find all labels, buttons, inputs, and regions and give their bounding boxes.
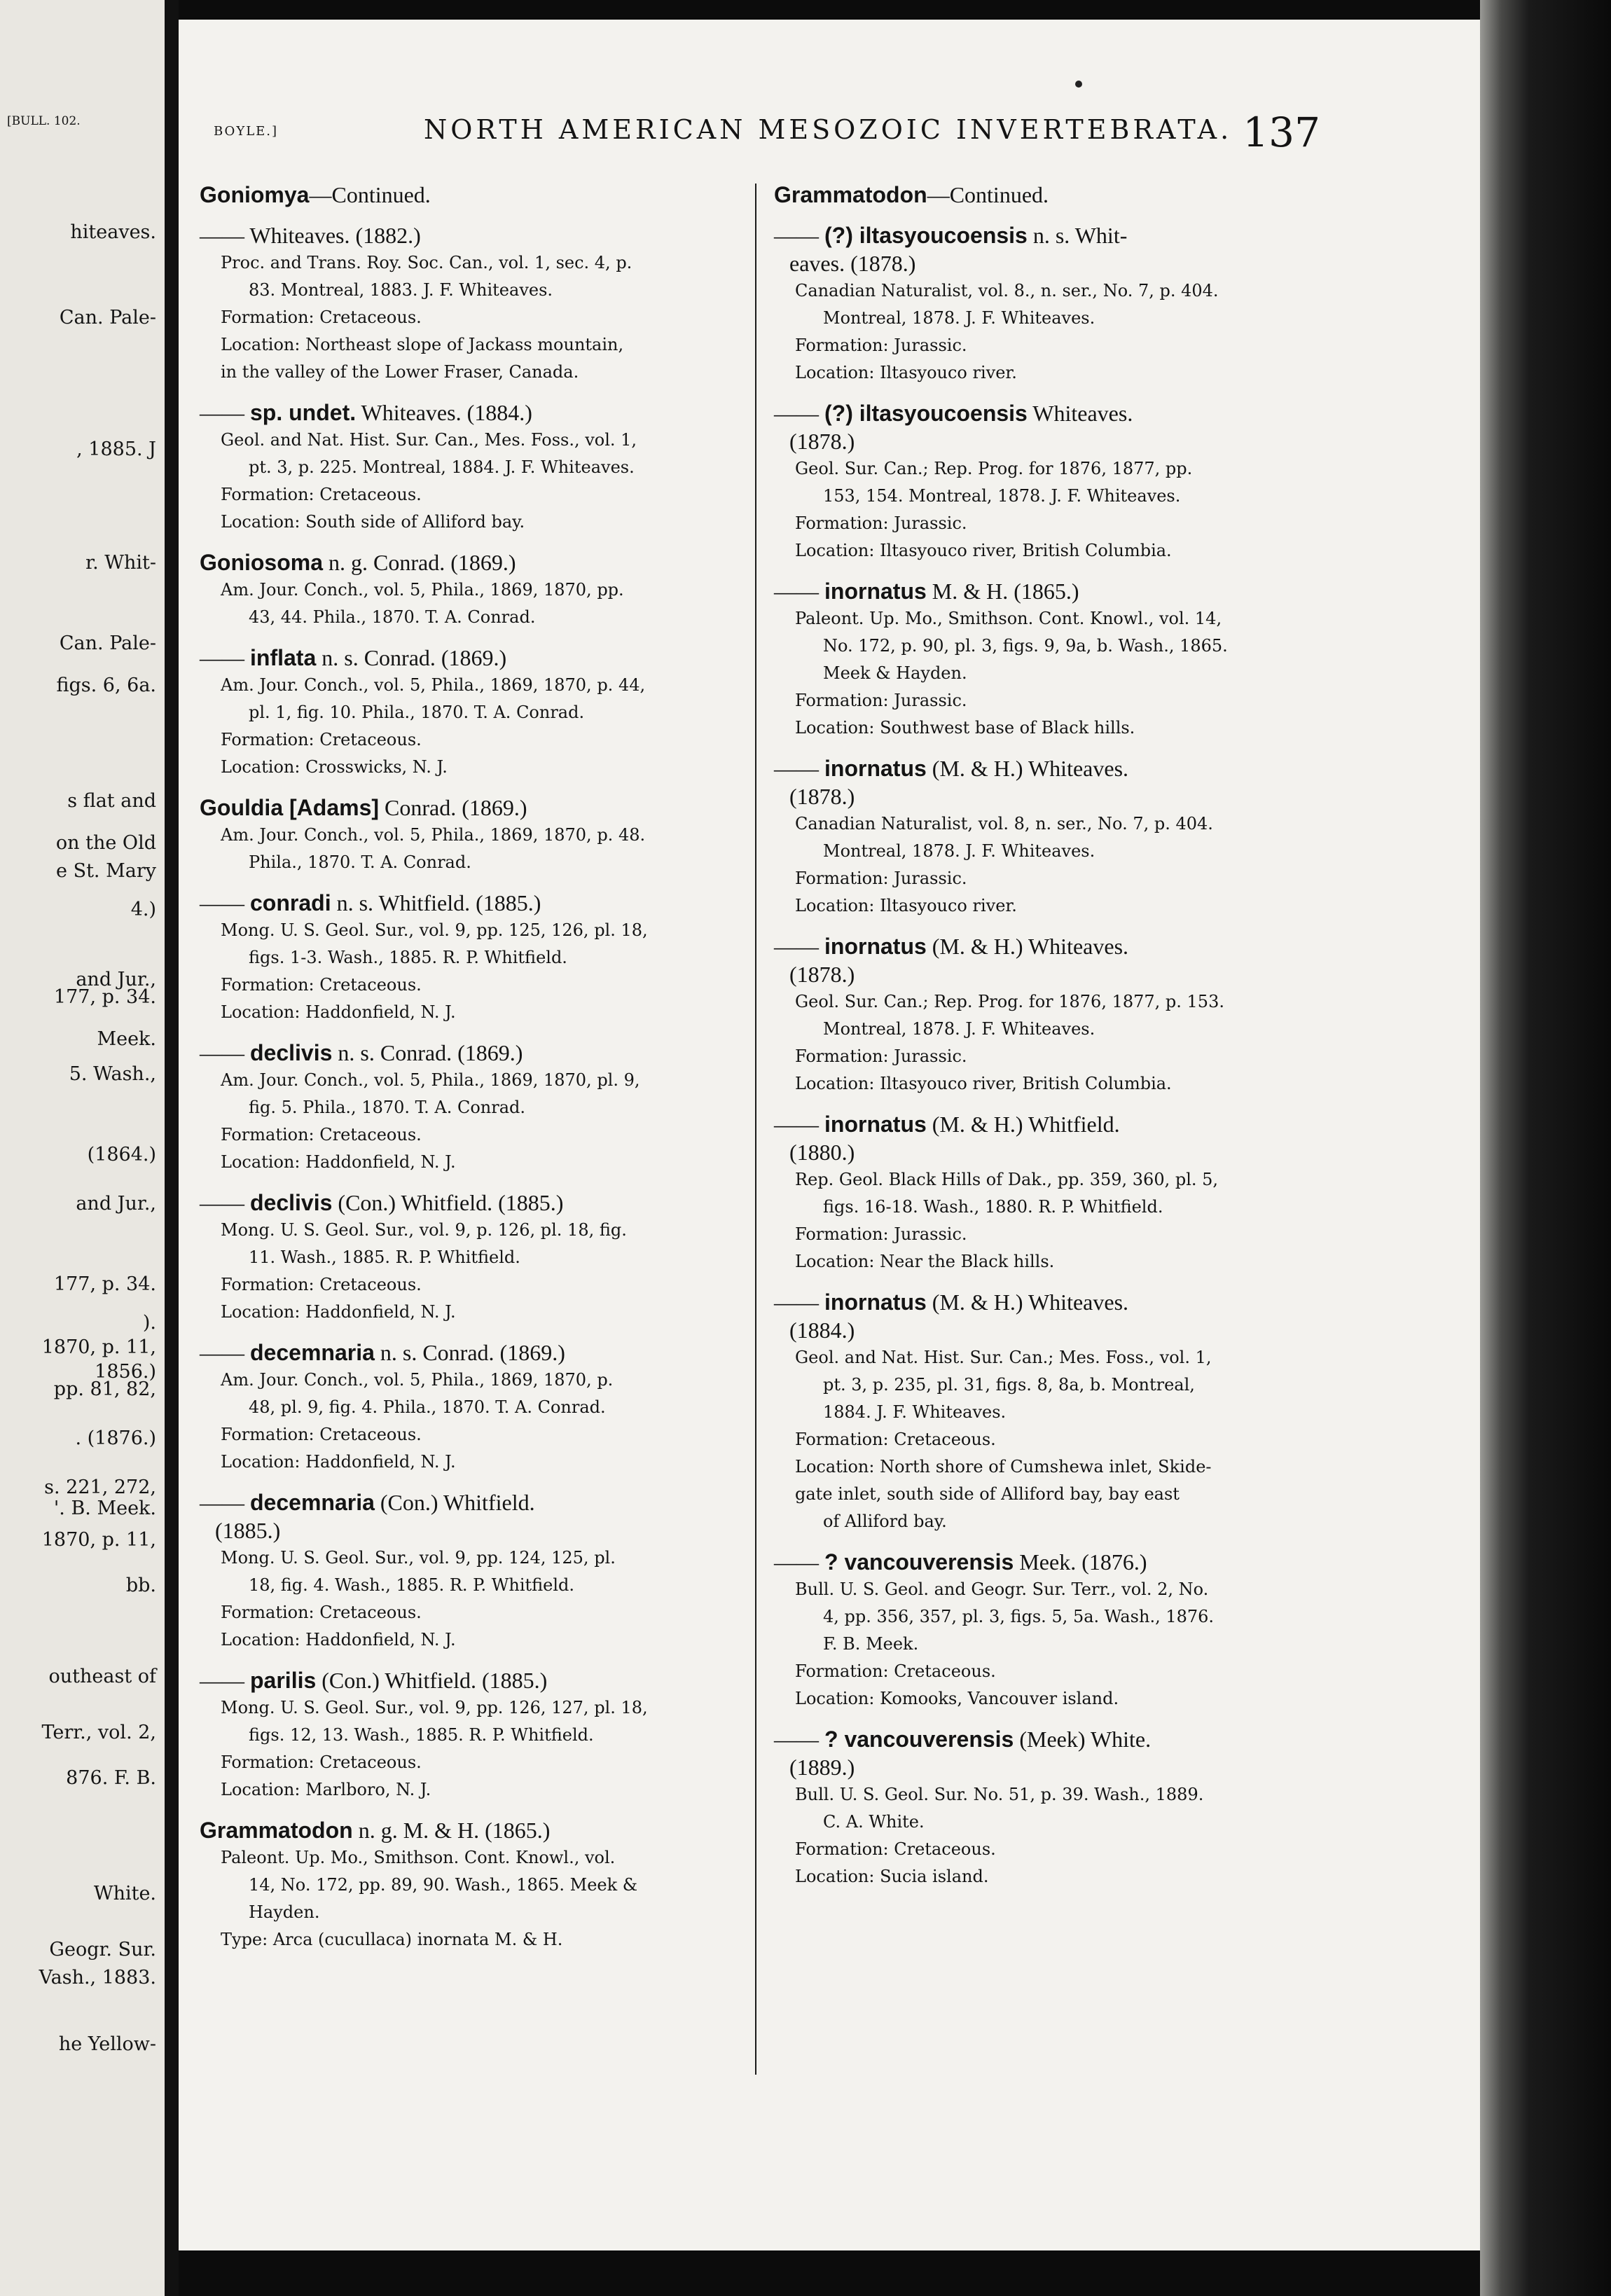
citation-line: Montreal, 1878. J. F. Whiteaves. bbox=[823, 308, 1095, 328]
citation-line: Mong. U. S. Geol. Sur., vol. 9, pp. 125, 126, pl. 18, bbox=[221, 920, 648, 940]
citation-line: 18, fig. 4. Wash., 1885. R. P. Whitfield. bbox=[249, 1575, 575, 1595]
entry-dash: —— bbox=[200, 1040, 244, 1065]
entry-heading bbox=[200, 1666, 739, 1694]
taxon-name: (?) iltasyoucoensis bbox=[824, 401, 1028, 426]
authority: Meek. (1876.) bbox=[1014, 1549, 1147, 1575]
entry-field: Location: Sucia island. bbox=[795, 1867, 989, 1886]
taxon-name: Goniomya bbox=[200, 182, 310, 207]
facing-page-fragment: White. bbox=[93, 1883, 156, 1904]
citation-line: No. 172, p. 90, pl. 3, figs. 9, 9a, b. Wash., 1865. bbox=[823, 636, 1228, 656]
citation-line: Bull. U. S. Geol. Sur. No. 51, p. 39. Wash., 1889. bbox=[795, 1785, 1204, 1804]
authority: n. g. Conrad. (1869.) bbox=[323, 550, 516, 575]
taxon-name: inornatus bbox=[824, 756, 927, 781]
facing-page-fragment: 1870, p. 11, bbox=[41, 1529, 156, 1551]
citation-line: Proc. and Trans. Roy. Soc. Can., vol. 1, sec. 4, p. bbox=[221, 253, 632, 272]
authority: Whiteaves. (1884.) bbox=[356, 400, 532, 425]
citation-line: Rep. Geol. Black Hills of Dak., pp. 359, 360, pl. 5, bbox=[795, 1170, 1219, 1189]
facing-page-fragment: on the Old bbox=[55, 832, 156, 854]
entry-heading bbox=[200, 1488, 739, 1516]
catalog-entry bbox=[200, 1339, 739, 1476]
authority: n. s. Conrad. (1869.) bbox=[374, 1340, 565, 1365]
entry-dash: —— bbox=[200, 1668, 244, 1693]
citation-line: of Alliford bay. bbox=[823, 1512, 947, 1531]
entry-field: Formation: Cretaceous. bbox=[795, 1430, 996, 1449]
facing-page-fragment: ). bbox=[142, 1312, 156, 1334]
taxon-name: inornatus bbox=[824, 579, 927, 604]
entry-field: Location: Iltasyouco river. bbox=[795, 896, 1017, 915]
entry-dash: —— bbox=[774, 1289, 819, 1315]
entry-heading bbox=[774, 1110, 1317, 1138]
taxon-name: Grammatodon bbox=[774, 182, 927, 207]
entry-heading bbox=[200, 794, 739, 822]
entry-field: Formation: Cretaceous. bbox=[221, 307, 422, 327]
catalog-entry bbox=[200, 181, 739, 209]
citation-line: 14, No. 172, pp. 89, 90. Wash., 1865. Meek & bbox=[249, 1875, 638, 1895]
citation-line: Mong. U. S. Geol. Sur., vol. 9, pp. 126, 127, pl. 18, bbox=[221, 1698, 648, 1717]
facing-page-fragment: 177, p. 34. bbox=[53, 1273, 156, 1295]
entry-heading bbox=[774, 1288, 1317, 1316]
facing-page-fragment: e St. Mary bbox=[56, 860, 156, 882]
authority: (Con.) Whitfield. bbox=[374, 1490, 535, 1515]
entry-heading bbox=[774, 577, 1317, 605]
taxon-name: inornatus bbox=[824, 934, 927, 959]
citation-line: pt. 3, p. 225. Montreal, 1884. J. F. Whiteaves. bbox=[249, 457, 635, 477]
catalog-entry bbox=[774, 932, 1317, 1098]
entry-heading-continued: (1884.) bbox=[789, 1318, 855, 1343]
entry-field: Type: Arca (cucullaca) inornata M. & H. bbox=[221, 1930, 563, 1949]
citation-line: gate inlet, south side of Alliford bay, bay east bbox=[795, 1484, 1180, 1504]
citation-line: Am. Jour. Conch., vol. 5, Phila., 1869, 1870, pp. bbox=[221, 580, 624, 600]
entry-field: Formation: Cretaceous. bbox=[221, 730, 422, 749]
entry-heading bbox=[200, 1339, 739, 1367]
entry-field: Location: Haddonfield, N. J. bbox=[221, 1630, 456, 1650]
taxon-name: decemnaria bbox=[250, 1340, 375, 1365]
facing-page-fragment: he Yellow- bbox=[58, 2033, 156, 2055]
right-column bbox=[774, 181, 1317, 1903]
facing-page-fragment: (1864.) bbox=[87, 1144, 156, 1166]
left-column bbox=[200, 181, 739, 1966]
facing-page-fragment: 876. F. B. bbox=[66, 1767, 156, 1789]
facing-page-fragment: Meek. bbox=[97, 1028, 156, 1050]
facing-page-fragment: Terr., vol. 2, bbox=[41, 1722, 156, 1743]
entry-field: Formation: Jurassic. bbox=[795, 1046, 967, 1066]
catalog-entry bbox=[774, 1548, 1317, 1713]
catalog-entry bbox=[774, 399, 1317, 565]
taxon-name: ? vancouverensis bbox=[824, 1727, 1014, 1752]
citation-line: 43, 44. Phila., 1870. T. A. Conrad. bbox=[249, 607, 536, 627]
entry-dash: —— bbox=[774, 579, 819, 604]
catalog-entry bbox=[200, 1816, 739, 1953]
entry-heading-continued: (1880.) bbox=[789, 1140, 855, 1165]
entry-field: Location: North shore of Cumshewa inlet, Skide- bbox=[795, 1457, 1212, 1477]
authority: n. s. Conrad. (1869.) bbox=[316, 645, 507, 670]
entry-heading bbox=[774, 181, 1317, 209]
book-gutter bbox=[165, 0, 179, 2296]
citation-line: Montreal, 1878. J. F. Whiteaves. bbox=[823, 841, 1095, 861]
taxon-name: Gouldia [Adams] bbox=[200, 795, 380, 820]
authority: (M. & H.) Whiteaves. bbox=[926, 756, 1129, 781]
facing-page-fragment: and Jur., bbox=[76, 969, 156, 990]
catalog-entry bbox=[774, 577, 1317, 742]
facing-page-fragment: figs. 6, 6a. bbox=[56, 675, 156, 696]
entry-dash: —— bbox=[200, 223, 244, 248]
entry-field: Location: Haddonfield, N. J. bbox=[221, 1452, 456, 1472]
citation-line: Geol. Sur. Can.; Rep. Prog. for 1876, 1877, pp. bbox=[795, 459, 1193, 478]
facing-page-fragment: Can. Pale- bbox=[59, 307, 156, 329]
entry-heading bbox=[774, 399, 1317, 427]
entry-field: Location: South side of Alliford bay. bbox=[221, 512, 525, 532]
citation-line: Meek & Hayden. bbox=[823, 663, 967, 683]
catalog-entry bbox=[774, 221, 1317, 387]
entry-field: Formation: Cretaceous. bbox=[221, 1603, 422, 1622]
facing-page-fragment: [BULL. 102. bbox=[7, 114, 81, 128]
entry-heading bbox=[200, 399, 739, 427]
catalog-entry bbox=[200, 889, 739, 1026]
entry-field: Location: Haddonfield, N. J. bbox=[221, 1152, 456, 1172]
entry-field: Formation: Cretaceous. bbox=[221, 485, 422, 504]
entry-heading-continued: (1878.) bbox=[789, 962, 855, 987]
facing-page-fragment: Can. Pale- bbox=[59, 632, 156, 654]
facing-page-fragment: Geogr. Sur. bbox=[49, 1939, 156, 1960]
entry-dash: —— bbox=[774, 1727, 819, 1752]
entry-field: Location: Iltasyouco river, British Columbia. bbox=[795, 541, 1172, 560]
entry-heading-continued: (1885.) bbox=[215, 1518, 281, 1543]
taxon-name: ? vancouverensis bbox=[824, 1549, 1014, 1575]
entry-dash: —— bbox=[200, 1490, 244, 1515]
entry-heading-continued: (1878.) bbox=[789, 429, 855, 454]
entry-heading bbox=[200, 1816, 739, 1844]
entry-dash: —— bbox=[774, 1112, 819, 1137]
entry-field: Location: Iltasyouco river, British Columbia. bbox=[795, 1074, 1172, 1093]
facing-page-fragment: Vash., 1883. bbox=[39, 1967, 156, 1989]
entry-field: Location: Haddonfield, N. J. bbox=[221, 1302, 456, 1322]
authority: (Con.) Whitfield. (1885.) bbox=[316, 1668, 548, 1693]
entry-dash: —— bbox=[774, 1549, 819, 1575]
catalog-entry bbox=[200, 644, 739, 781]
book-binding-edge bbox=[1480, 0, 1611, 2296]
citation-line: Am. Jour. Conch., vol. 5, Phila., 1869, 1870, p. bbox=[221, 1370, 614, 1390]
entry-heading bbox=[200, 221, 739, 249]
entry-field: Formation: Cretaceous. bbox=[795, 1839, 996, 1859]
authority: Whiteaves. bbox=[1027, 401, 1133, 426]
citation-line: Montreal, 1878. J. F. Whiteaves. bbox=[823, 1019, 1095, 1039]
citation-line: Mong. U. S. Geol. Sur., vol. 9, p. 126, pl. 18, fig. bbox=[221, 1220, 627, 1240]
entry-field: Location: Northeast slope of Jackass mountain, bbox=[221, 335, 624, 354]
facing-page-fragment: and Jur., bbox=[76, 1193, 156, 1215]
citation-line: 11. Wash., 1885. R. P. Whitfield. bbox=[249, 1247, 520, 1267]
entry-dash: —— bbox=[774, 756, 819, 781]
facing-page-fragment: r. Whit- bbox=[85, 552, 156, 574]
catalog-entry bbox=[774, 181, 1317, 209]
citation-line: figs. 12, 13. Wash., 1885. R. P. Whitfield. bbox=[249, 1725, 594, 1745]
entry-heading bbox=[200, 889, 739, 917]
entry-heading-continued: (1889.) bbox=[789, 1755, 855, 1780]
catalog-entry bbox=[200, 221, 739, 386]
catalog-entry bbox=[774, 754, 1317, 920]
authority: n. s. Conrad. (1869.) bbox=[332, 1040, 523, 1065]
facing-page-fragment: s. 221, 272, bbox=[44, 1477, 156, 1498]
entry-dash: —— bbox=[200, 645, 244, 670]
facing-page-fragment: hiteaves. bbox=[70, 221, 156, 243]
entry-field: Formation: Jurassic. bbox=[795, 336, 967, 355]
facing-page-fragment: 5. Wash., bbox=[69, 1063, 156, 1085]
entry-field: Location: Crosswicks, N. J. bbox=[221, 757, 448, 777]
citation-line: 48, pl. 9, fig. 4. Phila., 1870. T. A. Conrad. bbox=[249, 1397, 606, 1417]
facing-page-fragment: bb. bbox=[125, 1575, 156, 1596]
entry-field: Formation: Cretaceous. bbox=[221, 1275, 422, 1294]
taxon-name: sp. undet. bbox=[250, 400, 357, 425]
citation-line: Mong. U. S. Geol. Sur., vol. 9, pp. 124, 125, pl. bbox=[221, 1548, 616, 1568]
facing-page-fragment: . (1876.) bbox=[75, 1427, 156, 1449]
entry-field: Location: Near the Black hills. bbox=[795, 1252, 1055, 1271]
authority: n. s. Whit- bbox=[1027, 223, 1128, 248]
entry-heading-continued: (1878.) bbox=[789, 784, 855, 809]
entry-field: Formation: Cretaceous. bbox=[221, 1752, 422, 1772]
authority: (M. & H.) Whitfield. bbox=[926, 1112, 1120, 1137]
citation-line: Paleont. Up. Mo., Smithson. Cont. Knowl., vol. 14, bbox=[795, 609, 1222, 628]
citation-line: Hayden. bbox=[249, 1902, 320, 1922]
entry-dash: —— bbox=[200, 1340, 244, 1365]
citation-line: Paleont. Up. Mo., Smithson. Cont. Knowl., vol. bbox=[221, 1848, 616, 1867]
facing-page-fragment: , 1885. J bbox=[76, 438, 156, 460]
citation-line: F. B. Meek. bbox=[823, 1634, 919, 1654]
catalog-entry bbox=[200, 399, 739, 536]
citation-line: pl. 1, fig. 10. Phila., 1870. T. A. Conrad. bbox=[249, 703, 585, 722]
citation-line: fig. 5. Phila., 1870. T. A. Conrad. bbox=[249, 1098, 526, 1117]
facing-page-fragment: 1856.) bbox=[95, 1361, 156, 1383]
entry-dash: —— bbox=[774, 934, 819, 959]
facing-page-fragment: '. B. Meek. bbox=[53, 1498, 156, 1519]
citation-line: 1884. J. F. Whiteaves. bbox=[823, 1402, 1007, 1422]
authority: Conrad. (1869.) bbox=[379, 795, 527, 820]
running-header bbox=[214, 109, 1320, 156]
citation-line: Canadian Naturalist, vol. 8, n. ser., No. 7, p. 404. bbox=[795, 814, 1213, 834]
entry-dash: —— bbox=[774, 401, 819, 426]
header-title: NORTH AMERICAN MESOZOIC INVERTEBRATA. bbox=[424, 114, 1233, 145]
citation-line: Am. Jour. Conch., vol. 5, Phila., 1869, 1870, p. 44, bbox=[221, 675, 646, 695]
catalog-entry bbox=[200, 1039, 739, 1176]
authority: Whiteaves. (1882.) bbox=[249, 223, 421, 248]
catalog-entry bbox=[200, 548, 739, 631]
entry-field: Formation: Jurassic. bbox=[795, 691, 967, 710]
entry-dash: —— bbox=[200, 1190, 244, 1215]
taxon-name: inornatus bbox=[824, 1289, 927, 1315]
citation-line: Geol. and Nat. Hist. Sur. Can.; Mes. Foss., vol. 1, bbox=[795, 1348, 1212, 1367]
authority: (Meek) White. bbox=[1014, 1727, 1152, 1752]
taxon-name: Grammatodon bbox=[200, 1818, 353, 1843]
authority: —Continued. bbox=[309, 182, 431, 207]
entry-heading-continued: eaves. (1878.) bbox=[789, 251, 916, 276]
citation-line: figs. 1-3. Wash., 1885. R. P. Whitfield. bbox=[249, 948, 567, 967]
citation-line: in the valley of the Lower Fraser, Canada. bbox=[221, 362, 579, 382]
citation-line: Geol. Sur. Can.; Rep. Prog. for 1876, 1877, p. 153. bbox=[795, 992, 1224, 1011]
authority: n. s. Whitfield. (1885.) bbox=[331, 890, 541, 915]
citation-line: 83. Montreal, 1883. J. F. Whiteaves. bbox=[249, 280, 553, 300]
entry-heading bbox=[774, 1725, 1317, 1753]
facing-page-fragment: 177, p. 34. bbox=[53, 986, 156, 1008]
taxon-name: conradi bbox=[250, 890, 331, 915]
authority: (Con.) Whitfield. (1885.) bbox=[332, 1190, 564, 1215]
catalog-entry bbox=[200, 1666, 739, 1804]
citation-line: Am. Jour. Conch., vol. 5, Phila., 1869, 1870, pl. 9, bbox=[221, 1070, 640, 1090]
entry-field: Location: Marlboro, N. J. bbox=[221, 1780, 431, 1799]
catalog-entry bbox=[200, 1488, 739, 1654]
citation-line: Am. Jour. Conch., vol. 5, Phila., 1869, 1870, p. 48. bbox=[221, 825, 646, 845]
citation-line: Geol. and Nat. Hist. Sur. Can., Mes. Foss., vol. 1, bbox=[221, 430, 637, 450]
column-divider bbox=[755, 184, 756, 2075]
citation-line: Bull. U. S. Geol. and Geogr. Sur. Terr., vol. 2, No. bbox=[795, 1579, 1209, 1599]
catalog-entry bbox=[774, 1725, 1317, 1890]
ink-speck bbox=[1075, 81, 1082, 88]
entry-dash: —— bbox=[200, 400, 244, 425]
entry-field: Location: Komooks, Vancouver island. bbox=[795, 1689, 1119, 1708]
citation-line: 153, 154. Montreal, 1878. J. F. Whiteaves. bbox=[823, 486, 1181, 506]
taxon-name: decemnaria bbox=[250, 1490, 375, 1515]
facing-page-edge bbox=[0, 0, 165, 2296]
entry-dash: —— bbox=[200, 890, 244, 915]
citation-line: pt. 3, p. 235, pl. 31, figs. 8, 8a, b. Montreal, bbox=[823, 1375, 1195, 1395]
authority: (M. & H.) Whiteaves. bbox=[926, 1289, 1129, 1315]
citation-line: figs. 16-18. Wash., 1880. R. P. Whitfield. bbox=[823, 1197, 1163, 1217]
entry-heading bbox=[200, 644, 739, 672]
entry-field: Formation: Jurassic. bbox=[795, 513, 967, 533]
facing-page-fragment: outheast of bbox=[48, 1666, 156, 1687]
citation-line: 4, pp. 356, 357, pl. 3, figs. 5, 5a. Wash., 1876. bbox=[823, 1607, 1215, 1626]
entry-heading bbox=[200, 181, 739, 209]
entry-heading bbox=[200, 1039, 739, 1067]
citation-line: Phila., 1870. T. A. Conrad. bbox=[249, 852, 471, 872]
entry-field: Location: Southwest base of Black hills. bbox=[795, 718, 1135, 738]
entry-field: Formation: Cretaceous. bbox=[795, 1661, 996, 1681]
taxon-name: (?) iltasyoucoensis bbox=[824, 223, 1028, 248]
entry-heading bbox=[774, 932, 1317, 960]
entry-heading bbox=[200, 1189, 739, 1217]
entry-field: Formation: Cretaceous. bbox=[221, 1425, 422, 1444]
authority: —Continued. bbox=[927, 182, 1049, 207]
page-number: 137 bbox=[1243, 109, 1320, 156]
facing-page-fragment: pp. 81, 82, bbox=[53, 1378, 156, 1400]
entry-heading bbox=[200, 548, 739, 576]
entry-field: Formation: Jurassic. bbox=[795, 1224, 967, 1244]
entry-field: Formation: Jurassic. bbox=[795, 869, 967, 888]
authority: (M. & H.) Whiteaves. bbox=[926, 934, 1129, 959]
citation-line: Canadian Naturalist, vol. 8., n. ser., No. 7, p. 404. bbox=[795, 281, 1219, 300]
taxon-name: parilis bbox=[250, 1668, 317, 1693]
entry-field: Location: Haddonfield, N. J. bbox=[221, 1002, 456, 1022]
entry-dash: —— bbox=[774, 223, 819, 248]
entry-heading bbox=[774, 754, 1317, 782]
facing-page-fragment: s flat and bbox=[67, 790, 156, 812]
taxon-name: inflata bbox=[250, 645, 317, 670]
catalog-entry bbox=[774, 1288, 1317, 1535]
header-author: BOYLE.] bbox=[214, 124, 279, 139]
catalog-entry bbox=[200, 794, 739, 876]
catalog-entry bbox=[774, 1110, 1317, 1275]
entry-heading bbox=[774, 221, 1317, 249]
citation-line: C. A. White. bbox=[823, 1812, 925, 1832]
taxon-name: Goniosoma bbox=[200, 550, 324, 575]
authority: M. & H. (1865.) bbox=[926, 579, 1079, 604]
entry-field: Location: Iltasyouco river. bbox=[795, 363, 1017, 382]
authority: n. g. M. & H. (1865.) bbox=[352, 1818, 551, 1843]
entry-field: Formation: Cretaceous. bbox=[221, 1125, 422, 1144]
entry-field: Formation: Cretaceous. bbox=[221, 975, 422, 995]
taxon-name: declivis bbox=[250, 1190, 333, 1215]
catalog-entry bbox=[200, 1189, 739, 1326]
facing-page-fragment: 1870, p. 11, bbox=[41, 1336, 156, 1358]
entry-heading bbox=[774, 1548, 1317, 1576]
taxon-name: inornatus bbox=[824, 1112, 927, 1137]
taxon-name: declivis bbox=[250, 1040, 333, 1065]
facing-page-fragment: 4.) bbox=[130, 899, 156, 920]
